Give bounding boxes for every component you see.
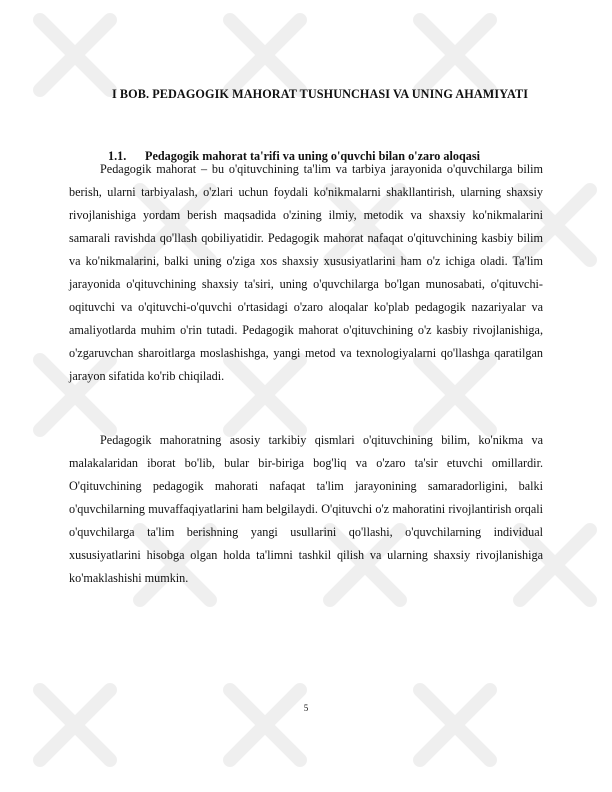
body-paragraph-1: Pedagogik mahorat – bu o'qituvchining ta'lim va tarbiya jarayonida o'quvchilarga bilim berish, ularni tarbiyalash, o'zlari uchun foydali ko'nikmalarni shakllantirish, ularning shaxsiy rivojlanishiga yordam berish maqsadida o'zining ilmiy, metodik va shaxsiy ko'nikmalarini samarali ravishda qo'llash qobiliyatidir. Pedagogik mahorat nafaqat o'qituvchining kasbiy bilim va ko'nikmalarini, balki uning o'ziga xos shaxsiy xususiyatlarini ham o'z ichiga oladi. Ta'lim jarayonida o'qituvchining shaxsiy ta'siri, uning o'quvchilarga bo'lgan munosabati, o'qituvchi-oqituvchi va o'qituvchi-o'quvchi o'rtasidagi o'zaro aloqalar ko'plab pedagogik nazariyalar va amaliyotlarda muhim o'rin tutadi. Pedagogik mahorat o'qituvchining o'z kasbiy rivojlanishiga, o'zgaruvchan sharoitlarga moslashishga, yangi metod va texnologiyalarni qo'llashga qaratilgan jarayon sifatida ko'rib chiqiladi. (69, 162, 543, 383)
section-number: 1.1. (108, 149, 127, 163)
body-paragraph-2: Pedagogik mahoratning asosiy tarkibiy qismlari o'qituvchining bilim, ko'nikma va malakalaridan iborat bo'lib, bular bir-biriga bog'liq va o'zaro ta'sir etuvchi omillardir. O'qituvchining pedagogik mahorati nafaqat ta'lim jarayonining samaradorligini, balki o'quvchilarning muvaffaqiyatlarini ham belgilaydi. O'qituvchi o'z mahoratini rivojlantirish orqali o'quvchilarga ta'lim berishning yangi usullarini qo'llashi, o'quvchilarning individual xususiyatlarini hisobga olgan holda ta'limni tashkil qilish va ularning shaxsiy rivojlanishiga ko'maklashishi mumkin. (69, 433, 543, 585)
page-number: 5 (303, 703, 309, 713)
chapter-title: I BOB. PEDAGOGIK MAHORAT TUSHUNCHASI VA UNING AHAMIYATI (111, 87, 529, 101)
section-title: Pedagogik mahorat ta'rifi va uning o'quvchi bilan o'zaro aloqasi (145, 149, 480, 163)
